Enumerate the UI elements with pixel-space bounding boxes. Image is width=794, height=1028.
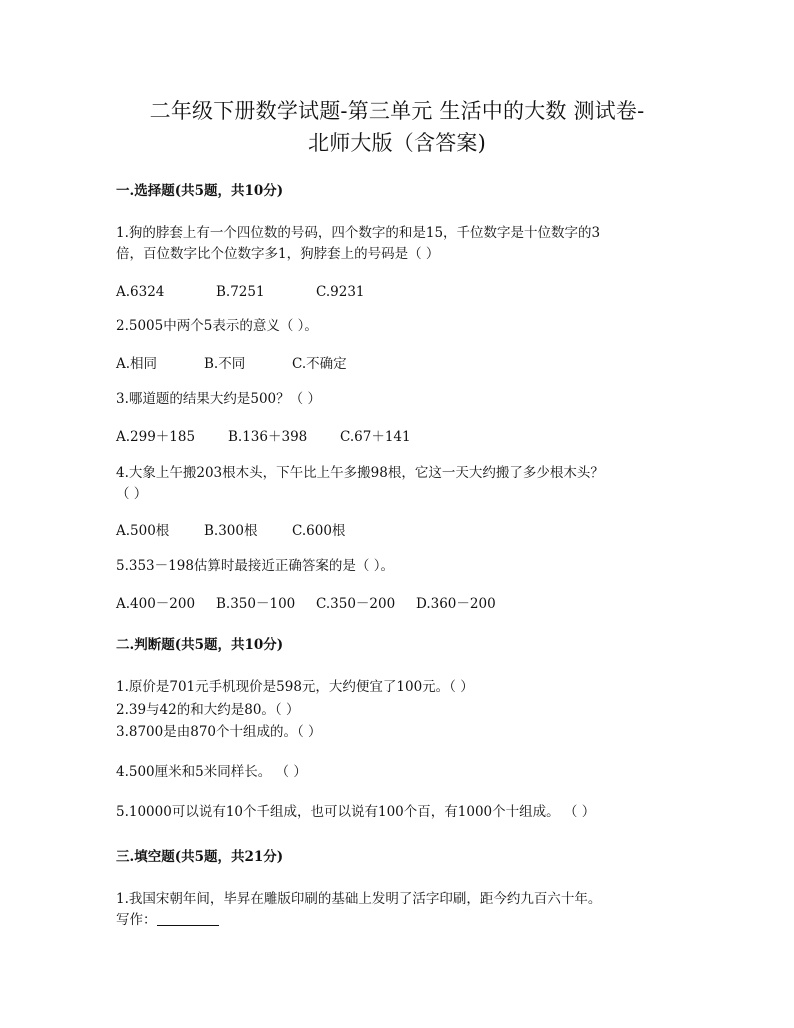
fill-q1-answer-blank[interactable] xyxy=(157,911,219,926)
judge-item-3: 3.8700是由870个十组成的。（ ） xyxy=(116,724,322,740)
q4-option-a: A.500根 xyxy=(116,523,170,539)
judge-item-2: 2.39与42的和大约是80。（ ） xyxy=(116,702,300,718)
q5-option-c: C.350－200 xyxy=(316,596,396,612)
page-title-line-2: 北师大版（含答案) xyxy=(308,131,486,155)
page-title-line-1: 二年级下册数学试题-第三单元 生活中的大数 测试卷- xyxy=(149,99,645,123)
q3-option-b: B.136＋398 xyxy=(228,429,308,445)
q2-option-a: A.相同 xyxy=(116,356,158,372)
q1-stem-line-1: 1.狗的脖套上有一个四位数的号码，四个数字的和是15，千位数字是十位数字的3 xyxy=(116,225,601,241)
judge-item-4: 4.500厘米和5米同样长。 （ ） xyxy=(116,764,307,780)
q4-stem-line-1: 4.大象上午搬203根木头，下午比上午多搬98根，它这一天大约搬了多少根木头？ xyxy=(116,465,604,481)
q2-option-c: C.不确定 xyxy=(292,356,347,372)
section-header-judgement: 二.判断题(共5题，共10分) xyxy=(116,637,284,653)
q5-option-b: B.350－100 xyxy=(216,596,296,612)
q3-option-c: C.67＋141 xyxy=(340,429,411,445)
q3-stem: 3.哪道题的结果大约是500？（ ） xyxy=(116,391,321,407)
q1-option-b: B.7251 xyxy=(216,284,265,300)
q3-option-a: A.299＋185 xyxy=(116,429,196,445)
q5-option-d: D.360－200 xyxy=(416,596,496,612)
q4-option-c: C.600根 xyxy=(292,523,346,539)
q1-stem-line-2: 倍，百位数字比个位数字多1，狗脖套上的号码是（ ） xyxy=(116,246,440,262)
q5-stem: 5.353－198估算时最接近正确答案的是（ ）。 xyxy=(116,558,394,574)
q4-option-b: B.300根 xyxy=(204,523,258,539)
fill-q1-stem: 1.我国宋朝年间，毕昇在雕版印刷的基础上发明了活字印刷，距今约九百六十年。 xyxy=(116,891,602,907)
q2-option-b: B.不同 xyxy=(204,356,246,372)
q2-stem: 2.5005中两个5表示的意义（ ）。 xyxy=(116,318,318,334)
fill-q1-answer-row xyxy=(116,910,219,930)
q5-option-a: A.400－200 xyxy=(116,596,196,612)
judge-item-1: 1.原价是701元手机现价是598元，大约便宜了100元。（ ） xyxy=(116,679,474,695)
q1-option-a: A.6324 xyxy=(116,284,165,300)
q4-stem-line-2: （ ） xyxy=(116,486,148,502)
section-header-fill-in: 三.填空题(共5题，共21分) xyxy=(116,849,284,865)
section-header-choice: 一.选择题(共5题，共10分) xyxy=(116,183,284,199)
q1-option-c: C.9231 xyxy=(316,284,365,300)
judge-item-5: 5.10000可以说有10个千组成，也可以说有100个百，有1000个十组成。 （ ） xyxy=(116,804,596,820)
fill-q1-write-label: 写作： xyxy=(116,912,157,928)
